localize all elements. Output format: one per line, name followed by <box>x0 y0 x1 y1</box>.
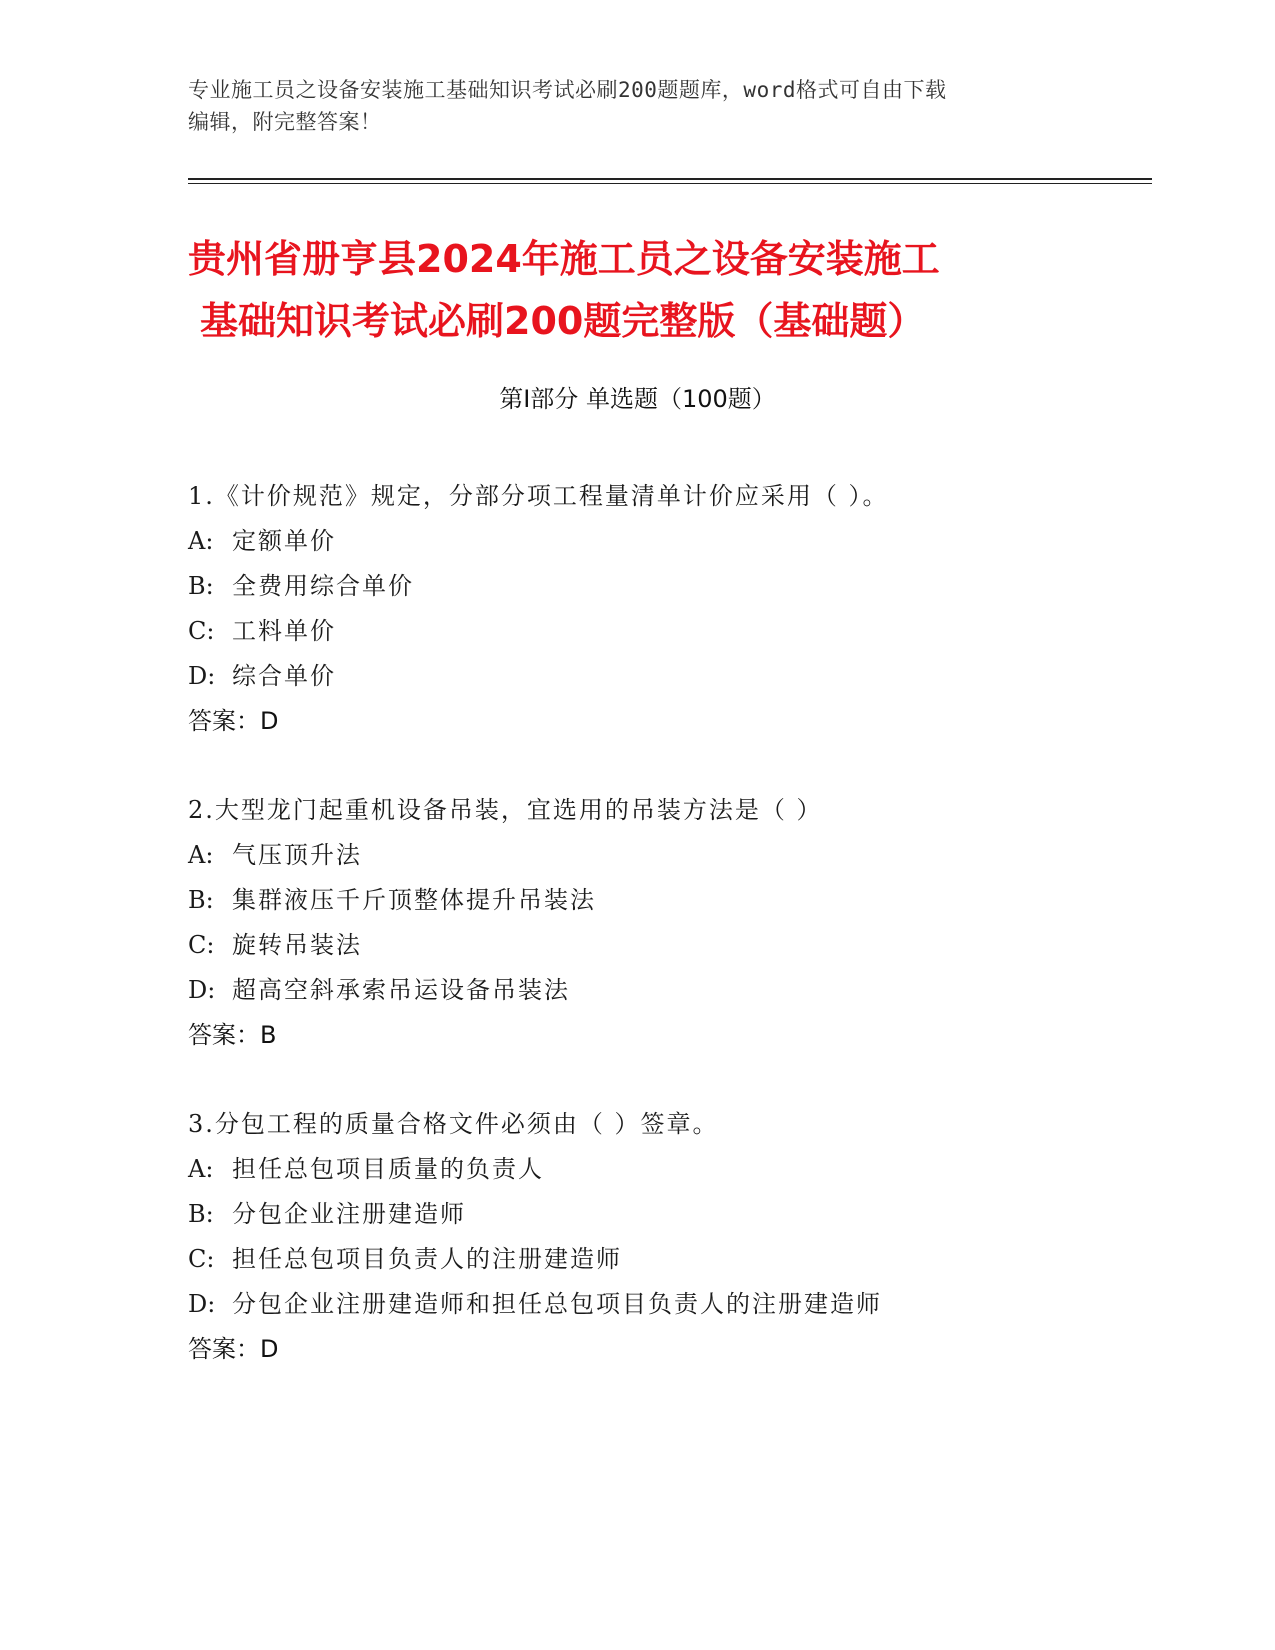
option-a <box>188 519 1148 564</box>
header-divider-thin <box>188 183 1152 184</box>
option-letter: A: <box>188 527 214 555</box>
option-text: 旋转吊装法 <box>232 931 362 959</box>
option-b <box>188 878 1148 923</box>
document-title <box>188 228 1108 352</box>
option-c <box>188 923 1148 968</box>
option-text: 定额单价 <box>232 527 336 555</box>
header-note <box>188 74 1068 138</box>
option-text: 综合单价 <box>232 662 336 690</box>
header-note-line-2: 编辑，附完整答案！ <box>188 110 382 134</box>
option-text: 工料单价 <box>232 617 336 645</box>
option-text: 担任总包项目质量的负责人 <box>232 1155 544 1183</box>
option-d <box>188 968 1148 1013</box>
answer-line: 答案：D <box>188 1335 279 1363</box>
option-text: 超高空斜承索吊运设备吊装法 <box>232 976 570 1004</box>
section-heading: 第I部分 单选题（100题） <box>499 385 776 413</box>
header-note-line-1: 专业施工员之设备安装施工基础知识考试必刷200题题库，word格式可自由下载 <box>188 78 947 102</box>
question-stem: 3.分包工程的质量合格文件必须由（ ）签章。 <box>188 1110 719 1138</box>
question-3 <box>188 1102 1148 1372</box>
answer-line: 答案：B <box>188 1021 277 1049</box>
question-1 <box>188 474 1148 744</box>
option-b <box>188 1192 1148 1237</box>
option-text: 担任总包项目负责人的注册建造师 <box>232 1245 622 1273</box>
option-text: 集群液压千斤顶整体提升吊装法 <box>232 886 596 914</box>
option-letter: D: <box>188 662 216 690</box>
option-text: 分包企业注册建造师和担任总包项目负责人的注册建造师 <box>232 1290 882 1318</box>
question-stem: 1.《计价规范》规定，分部分项工程量清单计价应采用（ ）。 <box>188 482 889 510</box>
option-text: 分包企业注册建造师 <box>232 1200 466 1228</box>
option-letter: C: <box>188 617 215 645</box>
option-letter: B: <box>188 1200 214 1228</box>
option-letter: D: <box>188 976 216 1004</box>
option-text: 全费用综合单价 <box>232 572 414 600</box>
option-c <box>188 1237 1148 1282</box>
option-letter: A: <box>188 1155 214 1183</box>
document-title-line-1: 贵州省册亨县2024年施工员之设备安装施工 <box>188 237 940 281</box>
header-divider-thick <box>188 178 1152 180</box>
question-list <box>188 474 1148 1416</box>
option-letter: C: <box>188 931 215 959</box>
option-text: 气压顶升法 <box>232 841 362 869</box>
option-a <box>188 833 1148 878</box>
document-title-line-2: 基础知识考试必刷200题完整版（基础题） <box>200 299 926 343</box>
question-stem: 2.大型龙门起重机设备吊装，宜选用的吊装方法是（ ） <box>188 796 823 824</box>
option-b <box>188 564 1148 609</box>
option-d <box>188 654 1148 699</box>
option-letter: A: <box>188 841 214 869</box>
option-letter: B: <box>188 572 214 600</box>
option-a <box>188 1147 1148 1192</box>
option-d <box>188 1282 1148 1327</box>
option-letter: C: <box>188 1245 215 1273</box>
answer-line: 答案：D <box>188 707 279 735</box>
question-2 <box>188 788 1148 1058</box>
option-c <box>188 609 1148 654</box>
option-letter: D: <box>188 1290 216 1318</box>
option-letter: B: <box>188 886 214 914</box>
